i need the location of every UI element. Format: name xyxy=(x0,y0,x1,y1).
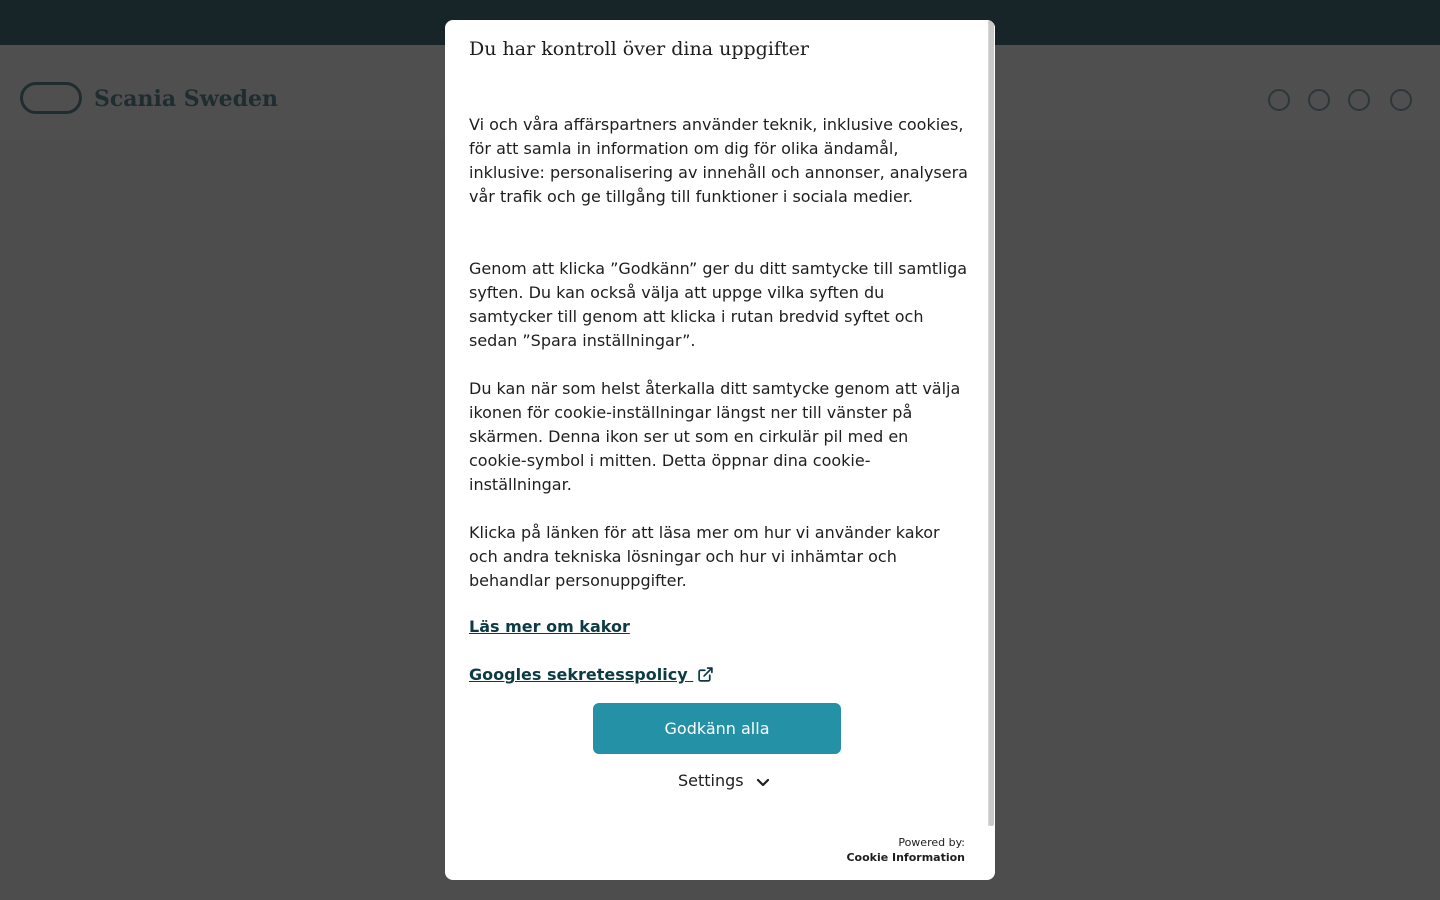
accept-all-button[interactable]: Godkänn alla xyxy=(593,703,841,754)
chevron-down-icon xyxy=(755,774,771,790)
modal-scrollbar-thumb[interactable] xyxy=(989,20,994,826)
consent-paragraph-1: Vi och våra affärspartners använder teknik, inklusive cookies, för att samla in information om dig för olika ändamål, inklusive: personalisering av innehåll och annonser, analysera vår trafik och ge tillgång till funktioner i sociala medier. xyxy=(469,115,968,206)
read-more-cookies-link[interactable] xyxy=(469,617,630,636)
external-link-icon xyxy=(697,666,714,683)
powered-by-brand: Cookie Information xyxy=(846,851,965,864)
read-more-cookies-link-label: Läs mer om kakor xyxy=(469,617,630,636)
consent-paragraph-2: Genom att klicka ”Godkänn” ger du ditt samtycke till samtliga syften. Du kan också välja att uppge vilka syften du samtycker till genom att klicka i rutan bredvid syftet och sedan ”Spara inställningar”. xyxy=(469,259,968,350)
settings-label: Settings xyxy=(678,771,744,790)
google-privacy-policy-link-label: Googles sekretesspolicy xyxy=(469,665,688,684)
settings-toggle[interactable] xyxy=(678,771,771,790)
dialog-title: Du har kontroll över dina uppgifter xyxy=(469,38,809,60)
modal-scrollbar[interactable] xyxy=(988,20,995,826)
powered-by-label: Powered by: xyxy=(898,836,965,849)
consent-paragraph-4: Klicka på länken för att läsa mer om hur vi använder kakor och andra tekniska lösningar och hur vi inhämtar och behandlar personuppgifter. xyxy=(469,523,940,590)
google-privacy-policy-link[interactable] xyxy=(469,665,714,684)
consent-paragraph-3: Du kan när som helst återkalla ditt samtycke genom att välja ikonen för cookie-inställningar längst ner till vänster på skärmen. Denna ikon ser ut som en cirkulär pil med en cookie-symbol i mitten. Detta öppnar dina cookie-inställningar. xyxy=(469,379,961,494)
powered-by xyxy=(846,835,965,865)
cookie-consent-dialog xyxy=(445,20,995,880)
